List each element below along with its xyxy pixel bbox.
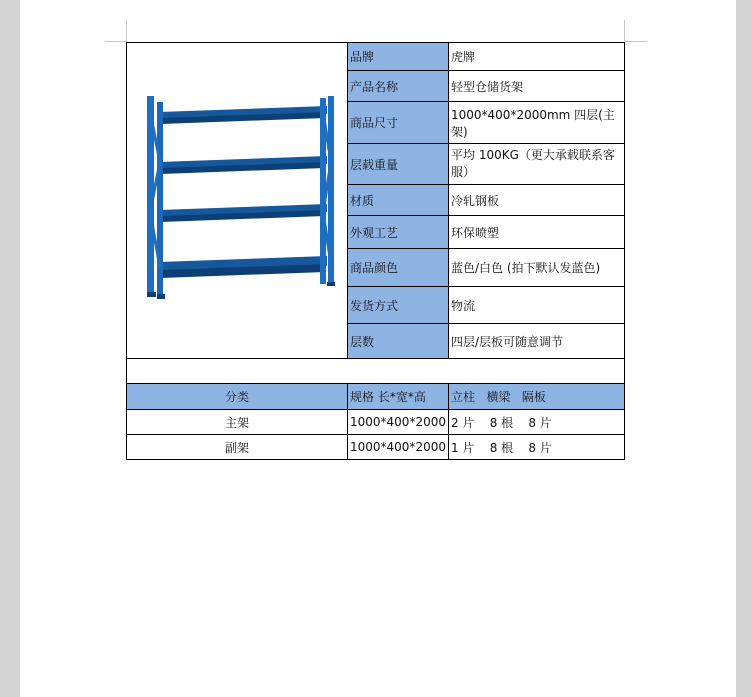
row-parts: 1 片 8 根 8 片 [449, 435, 625, 460]
spacer-row [127, 359, 625, 386]
value-product-name: 轻型仓储货架 [449, 71, 625, 102]
crop-mark [105, 41, 126, 42]
table-row [127, 410, 625, 435]
value-shipping: 物流 [449, 287, 625, 324]
crop-mark [126, 20, 127, 42]
product-info-table [126, 42, 625, 386]
value-finish: 环保喷塑 [449, 216, 625, 249]
value-material: 冷轧钢板 [449, 185, 625, 216]
value-color: 蓝色/白色 (拍下默认发蓝色) [449, 249, 625, 287]
value-size: 1000*400*2000mm 四层(主架) [449, 102, 625, 144]
label-load: 层载重量 [348, 144, 449, 185]
shelving-rack-image [137, 92, 337, 307]
value-layers: 四层/层板可随意调节 [449, 324, 625, 359]
table-row [127, 435, 625, 460]
label-layers: 层数 [348, 324, 449, 359]
row-spec: 1000*400*2000 [348, 435, 449, 460]
label-product-name: 产品名称 [348, 71, 449, 102]
label-brand: 品牌 [348, 43, 449, 71]
value-brand: 虎牌 [449, 43, 625, 71]
header-category: 分类 [127, 384, 348, 410]
document-page [20, 0, 736, 697]
label-shipping: 发货方式 [348, 287, 449, 324]
crop-mark [624, 20, 625, 42]
label-size: 商品尺寸 [348, 102, 449, 144]
row-parts: 2 片 8 根 8 片 [449, 410, 625, 435]
row-category: 副架 [127, 435, 348, 460]
row-spec: 1000*400*2000 [348, 410, 449, 435]
header-spec: 规格 长*宽*高 [348, 384, 449, 410]
crop-mark [624, 41, 647, 42]
label-color: 商品颜色 [348, 249, 449, 287]
label-material: 材质 [348, 185, 449, 216]
label-finish: 外观工艺 [348, 216, 449, 249]
row-category: 主架 [127, 410, 348, 435]
value-load: 平均 100KG（更大承载联系客服） [449, 144, 625, 185]
product-image-cell [127, 43, 348, 359]
header-parts: 立柱 横梁 隔板 [449, 384, 625, 410]
spec-table [126, 383, 625, 460]
